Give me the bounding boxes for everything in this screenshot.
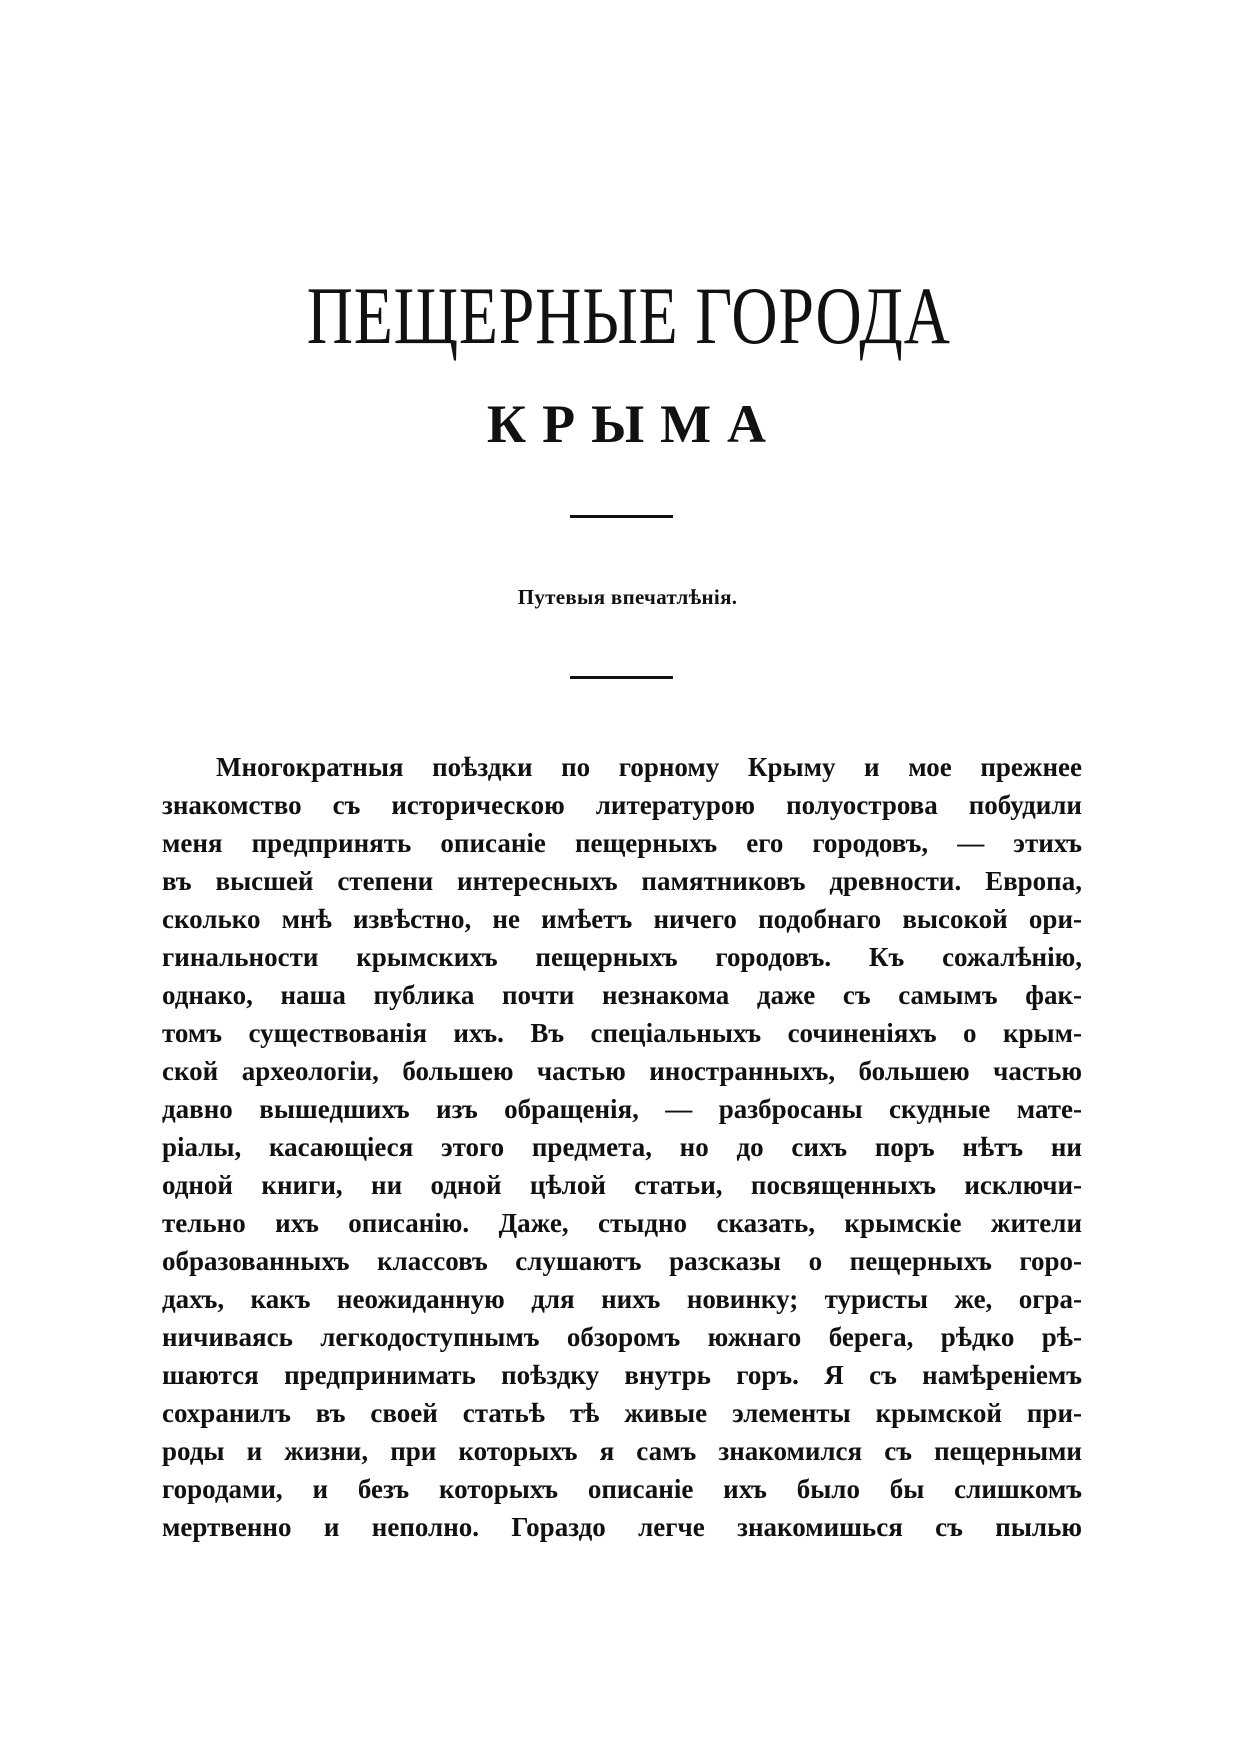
text-line: ской археологіи, большею частью иностранныхъ, большею частью bbox=[162, 1056, 1082, 1086]
text-line: давно вышедшихъ изъ обращенія, — разбросаны скудные мате- bbox=[162, 1094, 1082, 1124]
divider-bottom bbox=[570, 676, 673, 679]
text-line: однако, наша публика почти незнакома даже съ самымъ фак- bbox=[162, 980, 1082, 1010]
text-line: одной книги, ни одной цѣлой статьи, посвященныхъ исключи- bbox=[162, 1170, 1082, 1200]
divider-top bbox=[570, 515, 673, 518]
text-line: ріалы, касающіеся этого предмета, но до сихъ поръ нѣтъ ни bbox=[162, 1132, 1082, 1162]
text-line: томъ существованія ихъ. Въ спеціальныхъ сочиненіяхъ о крым- bbox=[162, 1018, 1082, 1048]
text-line: сохранилъ въ своей статьѣ тѣ живые элементы крымской при- bbox=[162, 1398, 1082, 1428]
text-line: роды и жизни, при которыхъ я самъ знакомился съ пещерными bbox=[162, 1436, 1082, 1466]
page-subtitle: КРЫМА bbox=[486, 394, 783, 454]
text-line: дахъ, какъ неожиданную для нихъ новинку; туристы же, огра- bbox=[162, 1284, 1082, 1314]
text-line: гинальности крымскихъ пещерныхъ городовъ. Къ сожалѣнію, bbox=[162, 942, 1082, 972]
text-line: ничиваясь легкодоступнымъ обзоромъ южнаго берега, рѣдко рѣ- bbox=[162, 1322, 1082, 1352]
text-line: меня предпринять описаніе пещерныхъ его городовъ, — этихъ bbox=[162, 828, 1082, 858]
text-line: тельно ихъ описанію. Даже, стыдно сказать, крымскіе жители bbox=[162, 1208, 1082, 1238]
body-paragraph bbox=[162, 748, 1082, 1546]
epigraph: Путевыя впечатлѣнія. bbox=[517, 585, 738, 609]
text-line: шаются предпринимать поѣздку внутрь горъ. Я съ намѣреніемъ bbox=[162, 1360, 1082, 1390]
text-line: сколько мнѣ извѣстно, не имѣетъ ничего подобнаго высокой ори- bbox=[162, 904, 1082, 934]
text-line: въ высшей степени интересныхъ памятниковъ древности. Европа, bbox=[162, 866, 1082, 896]
text-line: городами, и безъ которыхъ описаніе ихъ было бы слишкомъ bbox=[162, 1474, 1082, 1504]
text-line: мертвенно и неполно. Гораздо легче знакомишься съ пылью bbox=[162, 1512, 1082, 1542]
page-title: ПЕЩЕРНЫЕ ГОРОДА bbox=[306, 270, 951, 361]
text-line: Многократныя поѣздки по горному Крыму и мое прежнее bbox=[216, 752, 1082, 782]
text-line: образованныхъ классовъ слушаютъ разсказы о пещерныхъ горо- bbox=[162, 1246, 1082, 1276]
text-line: знакомство съ историческою литературою полуострова побудили bbox=[162, 790, 1082, 820]
